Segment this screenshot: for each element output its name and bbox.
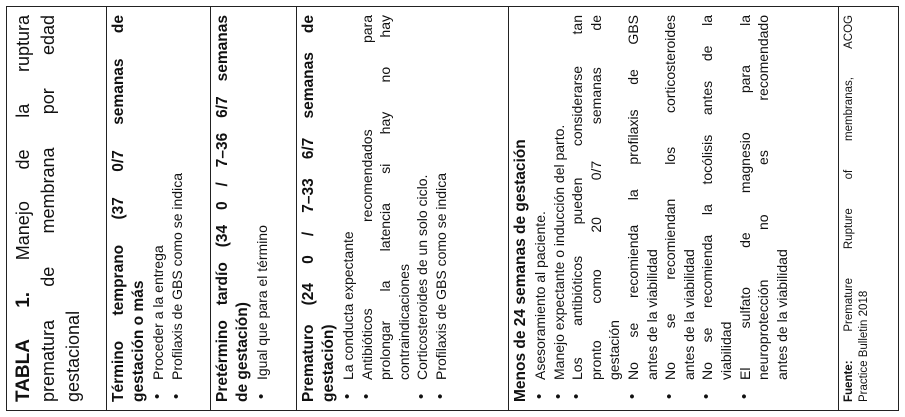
section-heading-line: de gestación)	[234, 302, 251, 402]
list-item-line: neuroprotección no es recomendado	[755, 15, 772, 380]
source-line-1	[842, 15, 857, 402]
list-item	[339, 15, 358, 402]
list-item	[413, 15, 432, 402]
list-item-line: • Corticosteroides de un solo ciclo.	[414, 174, 431, 380]
list-item	[531, 15, 550, 402]
list-item	[568, 15, 624, 402]
section-item-list	[531, 15, 791, 402]
list-item	[624, 15, 661, 402]
list-item-line: • El sulfato de magnesio para la	[736, 15, 753, 380]
section-heading-line: gestación)	[320, 324, 337, 402]
list-item-line: viabilidad	[717, 321, 734, 380]
table-label: TABLA 1.	[13, 291, 34, 402]
list-item	[432, 15, 451, 402]
list-item-line: pronto como 20 0/7 semanas de	[587, 15, 604, 380]
list-item-line: • Los antibióticos pueden considerarse tan	[569, 15, 586, 380]
section-heading-line: Prematuro (24 0 / 7–33 6/7 semanas de	[300, 15, 317, 402]
list-item-line: • Profilaxis de GBS como se indica	[168, 173, 185, 380]
table-title-line-2: prematura de membrana por edad	[38, 15, 58, 402]
list-item-line: • Antibióticos recomendados para	[358, 15, 375, 380]
management-table	[6, 6, 899, 411]
section-heading-line: Pretérmino tardío (34 0 / 7–36 6/7 semanas	[214, 15, 231, 402]
section-late-preterm	[211, 7, 297, 410]
list-item-line: • No se recomienda la profilaxis de GBS	[624, 15, 641, 380]
source-label: Fuente:	[843, 360, 855, 402]
section-item-list	[149, 15, 186, 402]
section-item-list	[339, 15, 451, 402]
list-item-line: • Proceder a la entrega	[150, 245, 166, 380]
section-under-24-weeks	[509, 7, 839, 410]
section-heading-line: Término temprano (37 0/7 semanas de	[110, 15, 127, 402]
list-item	[358, 15, 414, 402]
table-title-cell	[7, 7, 107, 410]
table-title-text-1: Manejo de la ruptura	[13, 15, 33, 261]
list-item	[736, 15, 792, 402]
table-title-line-1	[11, 15, 36, 402]
list-item	[253, 15, 272, 402]
list-item	[698, 15, 735, 402]
section-heading-line: Menos de 24 semanas de gestación	[512, 139, 529, 402]
source-line-2: Practice Bulletin 2018	[857, 290, 870, 402]
list-item	[550, 15, 569, 402]
section-item-list	[253, 15, 272, 402]
list-item-line: contraindicaciones	[395, 264, 412, 380]
source-cell	[839, 7, 898, 410]
list-item	[149, 15, 168, 402]
source-text-1: Premature Rupture of membranas, ACOG	[843, 15, 855, 332]
list-item-line: antes de la viabilidad	[773, 249, 790, 380]
list-item	[661, 15, 698, 402]
list-item-line: • Manejo expectante o inducción del parto.	[550, 124, 567, 380]
list-item-line: gestación	[606, 320, 623, 380]
list-item-line: antes de la viabilidad	[680, 249, 697, 380]
list-item-line: • Profilaxis de GBS como se indica	[432, 173, 449, 380]
list-item-line: • No se recomienda la tocólisis antes de la	[699, 15, 716, 380]
list-item-line: antes de la viabilidad	[643, 249, 660, 380]
list-item-line: prolongar la latencia si hay no hay	[377, 15, 394, 380]
list-item-line: • La conducta expectante	[340, 231, 356, 380]
list-item-line: • No se recomiendan los corticosteroides	[662, 15, 679, 380]
section-preterm	[297, 7, 509, 410]
section-early-term	[107, 7, 211, 410]
list-item-line: • Igual que para el término	[254, 225, 270, 380]
list-item-line: • Asesoramiento al paciente.	[532, 211, 548, 380]
section-heading-line: gestación o más	[130, 280, 147, 402]
list-item	[168, 15, 187, 402]
table-title-line-3: gestacional	[63, 310, 83, 402]
